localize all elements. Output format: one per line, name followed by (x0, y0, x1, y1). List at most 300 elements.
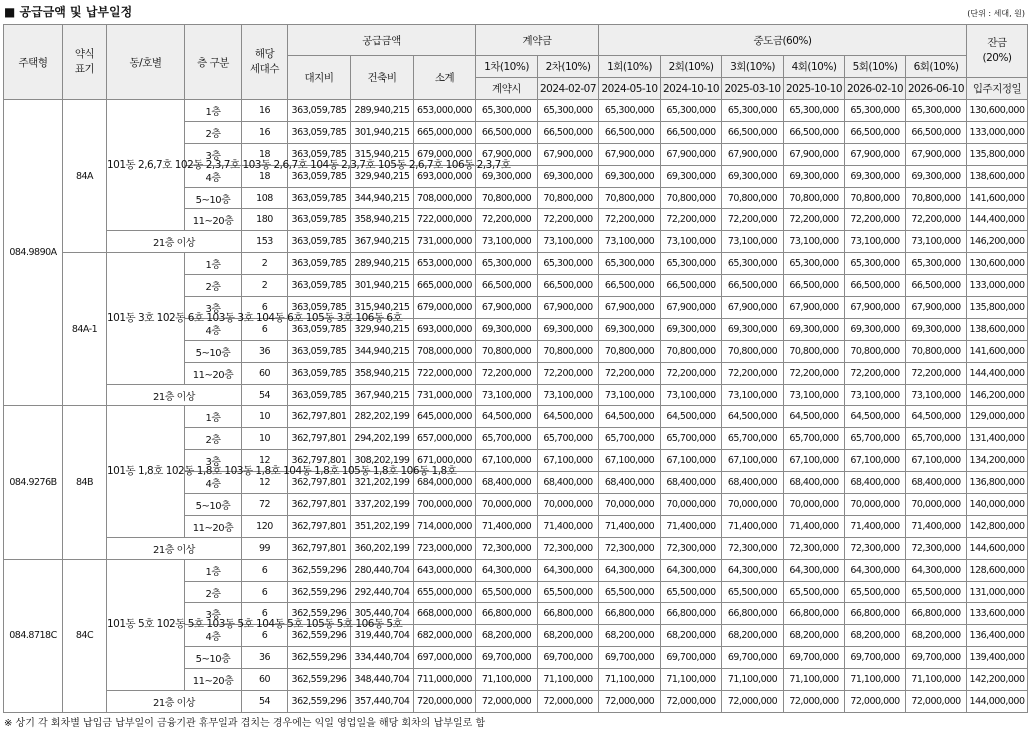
middle-4-cell: 70,800,000 (784, 187, 845, 209)
balance-cell: 129,000,000 (967, 406, 1028, 428)
header-balance: 잔금 (20%) (967, 25, 1028, 78)
contract-2-cell: 69,300,000 (538, 165, 599, 187)
middle-1-cell: 70,800,000 (599, 187, 661, 209)
middle-6-cell: 72,300,000 (906, 537, 967, 559)
contract-2-cell: 71,400,000 (538, 515, 599, 537)
header-middle-4: 4회(10%) (784, 56, 845, 78)
middle-5-cell: 73,100,000 (845, 384, 906, 406)
land-cost-cell: 363,059,785 (288, 143, 351, 165)
middle-4-cell: 71,100,000 (784, 669, 845, 691)
land-cost-cell: 363,059,785 (288, 297, 351, 319)
land-cost-cell: 363,059,785 (288, 187, 351, 209)
middle-5-cell: 65,300,000 (845, 253, 906, 275)
header-balance-when: 입주지정일 (967, 78, 1028, 100)
contract-2-cell: 70,000,000 (538, 494, 599, 516)
contract-2-cell: 66,800,000 (538, 603, 599, 625)
middle-2-cell: 70,800,000 (661, 187, 722, 209)
middle-4-cell: 66,500,000 (784, 121, 845, 143)
middle-3-cell: 65,300,000 (722, 100, 784, 122)
units-cell: 6 (242, 603, 288, 625)
units-cell: 6 (242, 581, 288, 603)
header-subtotal: 소계 (414, 56, 476, 100)
building-cost-cell: 308,202,199 (351, 450, 414, 472)
subtotal-cell: 679,000,000 (414, 143, 476, 165)
units-cell: 10 (242, 406, 288, 428)
middle-5-cell: 69,300,000 (845, 318, 906, 340)
house-type-cell: 084.9890A (4, 100, 63, 406)
contract-1-cell: 73,100,000 (476, 384, 538, 406)
abbr-cell: 84A (63, 100, 107, 253)
house-type-cell: 084.9276B (4, 406, 63, 559)
header-units: 해당 세대수 (242, 25, 288, 100)
contract-2-cell: 67,900,000 (538, 297, 599, 319)
floor-cell: 1층 (185, 100, 242, 122)
building-cost-cell: 280,440,704 (351, 559, 414, 581)
balance-cell: 144,000,000 (967, 691, 1028, 713)
floor-cell: 4층 (185, 625, 242, 647)
middle-3-cell: 67,900,000 (722, 297, 784, 319)
middle-2-cell: 65,700,000 (661, 428, 722, 450)
building-cost-cell: 351,202,199 (351, 515, 414, 537)
middle-6-cell: 68,400,000 (906, 472, 967, 494)
units-cell: 16 (242, 100, 288, 122)
building-cost-cell: 282,202,199 (351, 406, 414, 428)
middle-4-cell: 70,800,000 (784, 340, 845, 362)
subtotal-cell: 714,000,000 (414, 515, 476, 537)
subtotal-cell: 697,000,000 (414, 647, 476, 669)
balance-cell: 142,200,000 (967, 669, 1028, 691)
units-cell: 6 (242, 297, 288, 319)
middle-2-cell: 65,500,000 (661, 581, 722, 603)
middle-2-cell: 71,100,000 (661, 669, 722, 691)
subtotal-cell: 665,000,000 (414, 275, 476, 297)
subtotal-cell: 708,000,000 (414, 340, 476, 362)
middle-5-cell: 66,500,000 (845, 275, 906, 297)
floor-cell: 3층 (185, 297, 242, 319)
units-cell: 12 (242, 450, 288, 472)
middle-3-cell: 69,300,000 (722, 318, 784, 340)
balance-cell: 142,800,000 (967, 515, 1028, 537)
building-cost-cell: 329,940,215 (351, 165, 414, 187)
contract-1-cell: 66,500,000 (476, 275, 538, 297)
subtotal-cell: 665,000,000 (414, 121, 476, 143)
middle-5-cell: 69,300,000 (845, 165, 906, 187)
balance-cell: 144,600,000 (967, 537, 1028, 559)
building-cost-cell: 357,440,704 (351, 691, 414, 713)
balance-cell: 130,600,000 (967, 253, 1028, 275)
contract-2-cell: 65,300,000 (538, 100, 599, 122)
middle-2-cell: 67,900,000 (661, 297, 722, 319)
middle-3-cell: 71,100,000 (722, 669, 784, 691)
middle-4-cell: 67,100,000 (784, 450, 845, 472)
page-title: ■ 공급금액 및 납부일정 (4, 5, 133, 19)
building-cost-cell: 367,940,215 (351, 231, 414, 253)
subtotal-cell: 711,000,000 (414, 669, 476, 691)
building-cost-cell: 301,940,215 (351, 121, 414, 143)
building-cost-cell: 360,202,199 (351, 537, 414, 559)
balance-cell: 134,200,000 (967, 450, 1028, 472)
middle-1-cell: 67,100,000 (599, 450, 661, 472)
floor-cell: 3층 (185, 603, 242, 625)
middle-6-cell: 73,100,000 (906, 384, 967, 406)
balance-cell: 138,600,000 (967, 165, 1028, 187)
header-supply: 공급금액 (288, 25, 476, 56)
land-cost-cell: 362,559,296 (288, 691, 351, 713)
middle-5-cell: 71,400,000 (845, 515, 906, 537)
floor-cell: 2층 (185, 581, 242, 603)
land-cost-cell: 363,059,785 (288, 340, 351, 362)
middle-5-cell: 71,100,000 (845, 669, 906, 691)
contract-2-cell: 72,000,000 (538, 691, 599, 713)
middle-5-cell: 67,900,000 (845, 297, 906, 319)
balance-cell: 131,000,000 (967, 581, 1028, 603)
middle-2-cell: 66,500,000 (661, 275, 722, 297)
contract-2-cell: 65,700,000 (538, 428, 599, 450)
floor-cell: 21층 이상 (107, 231, 242, 253)
units-cell: 10 (242, 428, 288, 450)
contract-1-cell: 64,500,000 (476, 406, 538, 428)
floor-cell: 1층 (185, 559, 242, 581)
middle-3-cell: 64,300,000 (722, 559, 784, 581)
middle-2-cell: 70,800,000 (661, 340, 722, 362)
balance-cell: 130,600,000 (967, 100, 1028, 122)
building-cost-cell: 315,940,215 (351, 143, 414, 165)
middle-5-cell: 64,500,000 (845, 406, 906, 428)
units-cell: 2 (242, 275, 288, 297)
building-cost-cell: 337,202,199 (351, 494, 414, 516)
floor-cell: 21층 이상 (107, 537, 242, 559)
middle-1-cell: 71,400,000 (599, 515, 661, 537)
middle-5-cell: 70,800,000 (845, 187, 906, 209)
middle-6-cell: 64,500,000 (906, 406, 967, 428)
units-cell: 180 (242, 209, 288, 231)
subtotal-cell: 655,000,000 (414, 581, 476, 603)
building-cost-cell: 292,440,704 (351, 581, 414, 603)
middle-6-cell: 67,900,000 (906, 297, 967, 319)
middle-1-cell: 64,300,000 (599, 559, 661, 581)
land-cost-cell: 362,797,801 (288, 406, 351, 428)
building-cost-cell: 329,940,215 (351, 318, 414, 340)
land-cost-cell: 362,797,801 (288, 494, 351, 516)
contract-2-cell: 70,800,000 (538, 187, 599, 209)
header-contract-1-when: 계약시 (476, 78, 538, 100)
floor-cell: 11~20층 (185, 362, 242, 384)
middle-6-cell: 66,500,000 (906, 275, 967, 297)
subtotal-cell: 700,000,000 (414, 494, 476, 516)
balance-cell: 144,400,000 (967, 209, 1028, 231)
land-cost-cell: 362,559,296 (288, 669, 351, 691)
building-cost-cell: 301,940,215 (351, 275, 414, 297)
contract-1-cell: 65,300,000 (476, 253, 538, 275)
building-cost-cell: 315,940,215 (351, 297, 414, 319)
balance-cell: 128,600,000 (967, 559, 1028, 581)
units-cell: 6 (242, 625, 288, 647)
middle-3-cell: 67,100,000 (722, 450, 784, 472)
middle-4-cell: 67,900,000 (784, 143, 845, 165)
land-cost-cell: 362,559,296 (288, 559, 351, 581)
floor-cell: 5~10층 (185, 647, 242, 669)
middle-6-cell: 65,500,000 (906, 581, 967, 603)
middle-5-cell: 73,100,000 (845, 231, 906, 253)
middle-1-cell: 72,300,000 (599, 537, 661, 559)
building-cost-cell: 319,440,704 (351, 625, 414, 647)
contract-2-cell: 67,100,000 (538, 450, 599, 472)
land-cost-cell: 363,059,785 (288, 121, 351, 143)
middle-2-cell: 71,400,000 (661, 515, 722, 537)
middle-6-cell: 72,200,000 (906, 209, 967, 231)
middle-6-cell: 70,000,000 (906, 494, 967, 516)
middle-2-cell: 72,000,000 (661, 691, 722, 713)
middle-1-cell: 70,000,000 (599, 494, 661, 516)
footnote: ※ 상기 각 회차별 납입금 납부일이 금융기관 휴무일과 겹치는 경우에는 익일 영업일을 해당 회차의 납부일로 함 (4, 718, 486, 729)
subtotal-cell: 722,000,000 (414, 209, 476, 231)
contract-1-cell: 72,000,000 (476, 691, 538, 713)
middle-5-cell: 66,800,000 (845, 603, 906, 625)
building-cost-cell: 358,940,215 (351, 362, 414, 384)
middle-2-cell: 72,200,000 (661, 209, 722, 231)
units-cell: 153 (242, 231, 288, 253)
middle-4-cell: 65,300,000 (784, 100, 845, 122)
balance-cell: 136,800,000 (967, 472, 1028, 494)
middle-4-cell: 69,300,000 (784, 318, 845, 340)
units-cell: 60 (242, 362, 288, 384)
subtotal-cell: 657,000,000 (414, 428, 476, 450)
table-row (4, 537, 1028, 559)
land-cost-cell: 363,059,785 (288, 253, 351, 275)
contract-2-cell: 72,200,000 (538, 362, 599, 384)
header-middle-3-date: 2025-03-10 (722, 78, 784, 100)
middle-3-cell: 65,700,000 (722, 428, 784, 450)
middle-6-cell: 67,900,000 (906, 143, 967, 165)
contract-1-cell: 71,400,000 (476, 515, 538, 537)
balance-cell: 133,600,000 (967, 603, 1028, 625)
contract-2-cell: 69,300,000 (538, 318, 599, 340)
contract-1-cell: 65,700,000 (476, 428, 538, 450)
units-cell: 6 (242, 559, 288, 581)
middle-5-cell: 65,500,000 (845, 581, 906, 603)
middle-4-cell: 69,300,000 (784, 165, 845, 187)
contract-1-cell: 67,100,000 (476, 450, 538, 472)
floor-cell: 1층 (185, 406, 242, 428)
middle-1-cell: 69,300,000 (599, 318, 661, 340)
units-cell: 18 (242, 165, 288, 187)
floor-cell: 5~10층 (185, 340, 242, 362)
header-middle-2: 2회(10%) (661, 56, 722, 78)
units-cell: 54 (242, 691, 288, 713)
middle-1-cell: 66,800,000 (599, 603, 661, 625)
middle-1-cell: 67,900,000 (599, 143, 661, 165)
units-cell: 2 (242, 253, 288, 275)
middle-2-cell: 73,100,000 (661, 231, 722, 253)
land-cost-cell: 363,059,785 (288, 384, 351, 406)
subtotal-cell: 682,000,000 (414, 625, 476, 647)
contract-1-cell: 67,900,000 (476, 297, 538, 319)
subtotal-cell: 645,000,000 (414, 406, 476, 428)
building-cost-cell: 305,440,704 (351, 603, 414, 625)
contract-1-cell: 66,800,000 (476, 603, 538, 625)
middle-2-cell: 69,300,000 (661, 318, 722, 340)
balance-cell: 133,000,000 (967, 121, 1028, 143)
header-middle-3: 3회(10%) (722, 56, 784, 78)
contract-1-cell: 70,800,000 (476, 187, 538, 209)
floor-cell: 4층 (185, 165, 242, 187)
units-cell: 54 (242, 384, 288, 406)
floor-cell: 11~20층 (185, 515, 242, 537)
floor-cell: 2층 (185, 121, 242, 143)
land-cost-cell: 362,797,801 (288, 428, 351, 450)
middle-6-cell: 65,300,000 (906, 253, 967, 275)
middle-5-cell: 66,500,000 (845, 121, 906, 143)
land-cost-cell: 362,559,296 (288, 581, 351, 603)
middle-4-cell: 67,900,000 (784, 297, 845, 319)
subtotal-cell: 693,000,000 (414, 165, 476, 187)
header-middle-4-date: 2025-10-10 (784, 78, 845, 100)
contract-1-cell: 72,200,000 (476, 209, 538, 231)
contract-1-cell: 67,900,000 (476, 143, 538, 165)
balance-cell: 138,600,000 (967, 318, 1028, 340)
middle-6-cell: 67,100,000 (906, 450, 967, 472)
middle-3-cell: 67,900,000 (722, 143, 784, 165)
middle-4-cell: 66,500,000 (784, 275, 845, 297)
middle-4-cell: 68,400,000 (784, 472, 845, 494)
units-cell: 99 (242, 537, 288, 559)
floor-cell: 4층 (185, 472, 242, 494)
middle-3-cell: 72,300,000 (722, 537, 784, 559)
table-row (4, 253, 1028, 275)
middle-5-cell: 72,200,000 (845, 209, 906, 231)
units-cell: 12 (242, 472, 288, 494)
middle-3-cell: 72,200,000 (722, 362, 784, 384)
units-cell: 60 (242, 669, 288, 691)
middle-1-cell: 68,400,000 (599, 472, 661, 494)
header-middle-1: 1회(10%) (599, 56, 661, 78)
contract-1-cell: 65,300,000 (476, 100, 538, 122)
table-row (4, 691, 1028, 713)
units-cell: 36 (242, 340, 288, 362)
contract-2-cell: 66,500,000 (538, 121, 599, 143)
floor-cell: 2층 (185, 428, 242, 450)
middle-5-cell: 72,200,000 (845, 362, 906, 384)
contract-1-cell: 68,400,000 (476, 472, 538, 494)
contract-2-cell: 71,100,000 (538, 669, 599, 691)
middle-1-cell: 72,000,000 (599, 691, 661, 713)
middle-4-cell: 68,200,000 (784, 625, 845, 647)
header-middle-6-date: 2026-06-10 (906, 78, 967, 100)
floor-cell: 11~20층 (185, 209, 242, 231)
header-building: 건축비 (351, 56, 414, 100)
middle-2-cell: 69,700,000 (661, 647, 722, 669)
middle-1-cell: 65,300,000 (599, 253, 661, 275)
table-row (4, 384, 1028, 406)
subtotal-cell: 731,000,000 (414, 231, 476, 253)
middle-6-cell: 72,200,000 (906, 362, 967, 384)
middle-1-cell: 69,700,000 (599, 647, 661, 669)
land-cost-cell: 363,059,785 (288, 231, 351, 253)
middle-2-cell: 72,300,000 (661, 537, 722, 559)
balance-cell: 136,400,000 (967, 625, 1028, 647)
middle-1-cell: 73,100,000 (599, 231, 661, 253)
contract-2-cell: 64,300,000 (538, 559, 599, 581)
land-cost-cell: 363,059,785 (288, 362, 351, 384)
balance-cell: 141,600,000 (967, 187, 1028, 209)
middle-3-cell: 65,500,000 (722, 581, 784, 603)
subtotal-cell: 722,000,000 (414, 362, 476, 384)
subtotal-cell: 679,000,000 (414, 297, 476, 319)
middle-6-cell: 69,300,000 (906, 318, 967, 340)
units-cell: 72 (242, 494, 288, 516)
floor-cell: 1층 (185, 253, 242, 275)
middle-3-cell: 69,700,000 (722, 647, 784, 669)
middle-4-cell: 65,500,000 (784, 581, 845, 603)
contract-2-cell: 70,800,000 (538, 340, 599, 362)
middle-5-cell: 68,400,000 (845, 472, 906, 494)
balance-cell: 140,000,000 (967, 494, 1028, 516)
middle-5-cell: 72,000,000 (845, 691, 906, 713)
middle-6-cell: 70,800,000 (906, 187, 967, 209)
table-row (4, 231, 1028, 253)
middle-6-cell: 69,700,000 (906, 647, 967, 669)
middle-2-cell: 67,100,000 (661, 450, 722, 472)
middle-6-cell: 66,800,000 (906, 603, 967, 625)
middle-6-cell: 64,300,000 (906, 559, 967, 581)
units-cell: 108 (242, 187, 288, 209)
land-cost-cell: 363,059,785 (288, 318, 351, 340)
floor-cell: 5~10층 (185, 494, 242, 516)
land-cost-cell: 362,797,801 (288, 472, 351, 494)
middle-1-cell: 65,700,000 (599, 428, 661, 450)
balance-cell: 144,400,000 (967, 362, 1028, 384)
middle-6-cell: 71,400,000 (906, 515, 967, 537)
middle-6-cell: 66,500,000 (906, 121, 967, 143)
balance-cell: 135,800,000 (967, 297, 1028, 319)
middle-5-cell: 67,100,000 (845, 450, 906, 472)
header-middle-5-date: 2026-02-10 (845, 78, 906, 100)
middle-2-cell: 67,900,000 (661, 143, 722, 165)
contract-2-cell: 64,500,000 (538, 406, 599, 428)
contract-2-cell: 73,100,000 (538, 231, 599, 253)
middle-4-cell: 72,000,000 (784, 691, 845, 713)
unit-note: (단위 : 세대, 원) (967, 9, 1025, 18)
land-cost-cell: 362,797,801 (288, 515, 351, 537)
contract-1-cell: 70,000,000 (476, 494, 538, 516)
dong-ho-cell: 101동 2,6,7호 102동 2,3,7호 103동 2,6,7호 104동 2,3,7호 105동 2,6,7호 106동 2,3,7호 (107, 100, 185, 231)
middle-3-cell: 70,800,000 (722, 340, 784, 362)
subtotal-cell: 653,000,000 (414, 253, 476, 275)
middle-2-cell: 66,800,000 (661, 603, 722, 625)
contract-1-cell: 69,300,000 (476, 318, 538, 340)
subtotal-cell: 731,000,000 (414, 384, 476, 406)
contract-1-cell: 72,200,000 (476, 362, 538, 384)
contract-1-cell: 70,800,000 (476, 340, 538, 362)
units-cell: 16 (242, 121, 288, 143)
middle-4-cell: 64,500,000 (784, 406, 845, 428)
middle-4-cell: 73,100,000 (784, 231, 845, 253)
balance-cell: 131,400,000 (967, 428, 1028, 450)
contract-1-cell: 69,700,000 (476, 647, 538, 669)
middle-5-cell: 64,300,000 (845, 559, 906, 581)
land-cost-cell: 362,559,296 (288, 625, 351, 647)
dong-ho-cell: 101동 3호 102동 6호 103동 3호 104동 6호 105동 3호 106동 6호 (107, 253, 185, 384)
contract-1-cell: 66,500,000 (476, 121, 538, 143)
subtotal-cell: 668,000,000 (414, 603, 476, 625)
middle-5-cell: 65,700,000 (845, 428, 906, 450)
land-cost-cell: 362,797,801 (288, 537, 351, 559)
land-cost-cell: 362,559,296 (288, 603, 351, 625)
middle-4-cell: 69,700,000 (784, 647, 845, 669)
middle-5-cell: 72,300,000 (845, 537, 906, 559)
header-floor: 층 구분 (185, 25, 242, 100)
subtotal-cell: 723,000,000 (414, 537, 476, 559)
